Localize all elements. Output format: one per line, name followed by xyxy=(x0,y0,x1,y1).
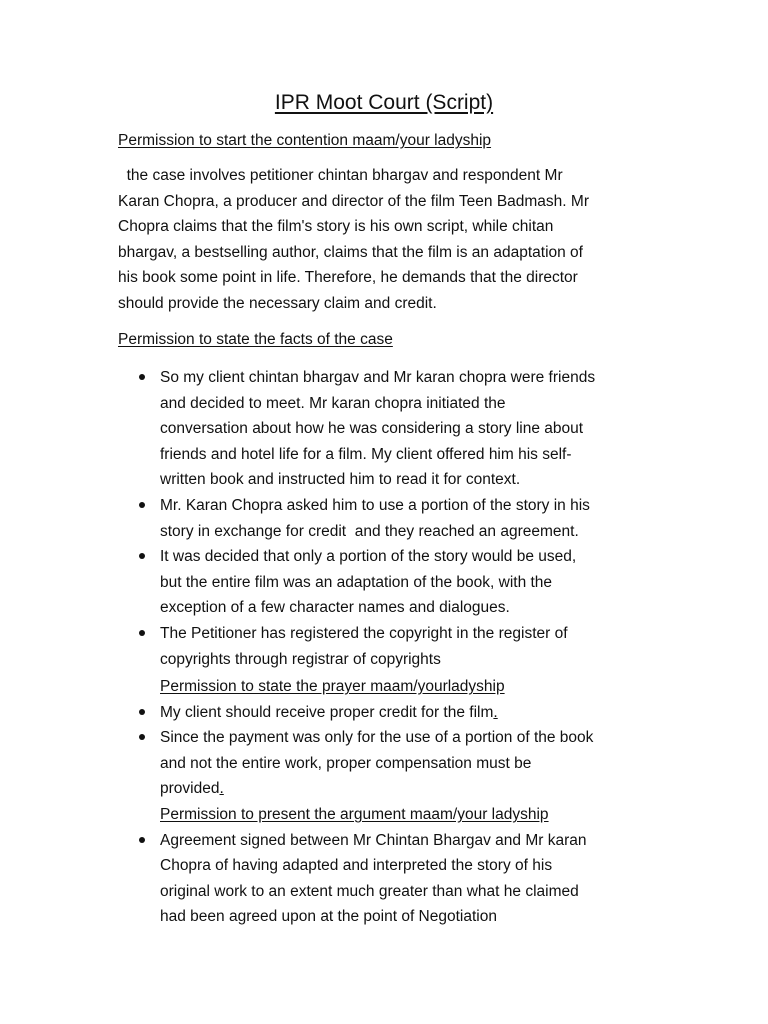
heading-facts: Permission to state the facts of the case xyxy=(118,331,393,348)
list-item-line: conversation about how he was considering a story line about xyxy=(160,420,584,438)
list-item-line: Agreement signed between Mr Chintan Bhargav and Mr karan xyxy=(160,831,587,849)
list-item-line: original work to an extent much greater than what he claimed xyxy=(160,882,579,900)
list-item-line: Chopra of having adapted and interpreted the story of his xyxy=(160,857,553,875)
list-item-line: story in exchange for credit and they reached an agreement. xyxy=(160,522,579,540)
intro-line: his book some point in life. Therefore, he demands that the director xyxy=(118,269,578,287)
list-item-line: had been agreed upon at the point of Negotiation xyxy=(160,908,497,926)
list-item-line: Since the payment was only for the use of a portion of the book xyxy=(160,729,594,747)
list-item-line: So my client chintan bhargav and Mr karan chopra were friends xyxy=(160,369,596,386)
heading-prayer: Permission to state the prayer maam/yourladyship xyxy=(160,678,505,695)
list-item-text: provided xyxy=(160,780,220,798)
list-item-line: and not the entire work, proper compensation must be xyxy=(160,754,532,772)
list-item-line: copyrights through registrar of copyrights xyxy=(160,650,441,668)
bullet-icon xyxy=(139,837,145,843)
prayer-section xyxy=(160,674,660,930)
list-item-text: My client should receive proper credit for the film xyxy=(160,703,494,721)
bullet-icon xyxy=(139,374,145,380)
facts-list xyxy=(160,365,660,672)
intro-paragraph xyxy=(118,163,658,317)
list-item-line: It was decided that only a portion of the story would be used, xyxy=(160,548,577,566)
list-item xyxy=(160,700,660,726)
bullet-icon xyxy=(139,734,145,740)
intro-line: Chopra claims that the film's story is his own script, while chitan xyxy=(118,218,554,236)
bullet-icon xyxy=(139,709,145,715)
list-item xyxy=(160,544,660,621)
list-item-line xyxy=(160,700,660,726)
list-item xyxy=(160,621,660,672)
intro-line: should provide the necessary claim and credit. xyxy=(118,294,437,312)
heading-argument: Permission to present the argument maam/your ladyship xyxy=(160,805,549,823)
heading-contention: Permission to start the contention maam/your ladyship xyxy=(118,132,492,149)
document-title: IPR Moot Court (Script) xyxy=(274,91,494,114)
list-item-line: exception of a few character names and dialogues. xyxy=(160,599,510,617)
list-item xyxy=(160,828,660,930)
list-item xyxy=(160,493,660,544)
list-item-line xyxy=(160,776,660,802)
list-item xyxy=(160,365,660,493)
list-item-line: written book and instructed him to read it for context. xyxy=(160,471,521,489)
intro-line: bhargav, a bestselling author, claims that the film is an adaptation of xyxy=(118,243,583,261)
intro-line: Karan Chopra, a producer and director of the film Teen Badmash. Mr xyxy=(118,192,589,210)
bullet-icon xyxy=(139,630,145,636)
list-item-line: Mr. Karan Chopra asked him to use a portion of the story in his xyxy=(160,496,590,514)
list-item-line: and decided to meet. Mr karan chopra initiated the xyxy=(160,394,506,412)
list-item-line: but the entire film was an adaptation of the book, with the xyxy=(160,573,553,591)
list-item-line: The Petitioner has registered the copyright in the register of xyxy=(160,624,568,642)
argument-heading-row xyxy=(160,802,660,828)
bullet-icon xyxy=(139,553,145,559)
bullet-icon xyxy=(139,502,145,508)
list-item-line: friends and hotel life for a film. My client offered him his self- xyxy=(160,445,572,463)
list-item-text: . xyxy=(219,780,224,798)
prayer-heading-row xyxy=(160,674,660,700)
intro-line: the case involves petitioner chintan bhargav and respondent Mr xyxy=(118,167,563,184)
list-item-text: . xyxy=(493,703,498,721)
list-item xyxy=(160,725,660,802)
